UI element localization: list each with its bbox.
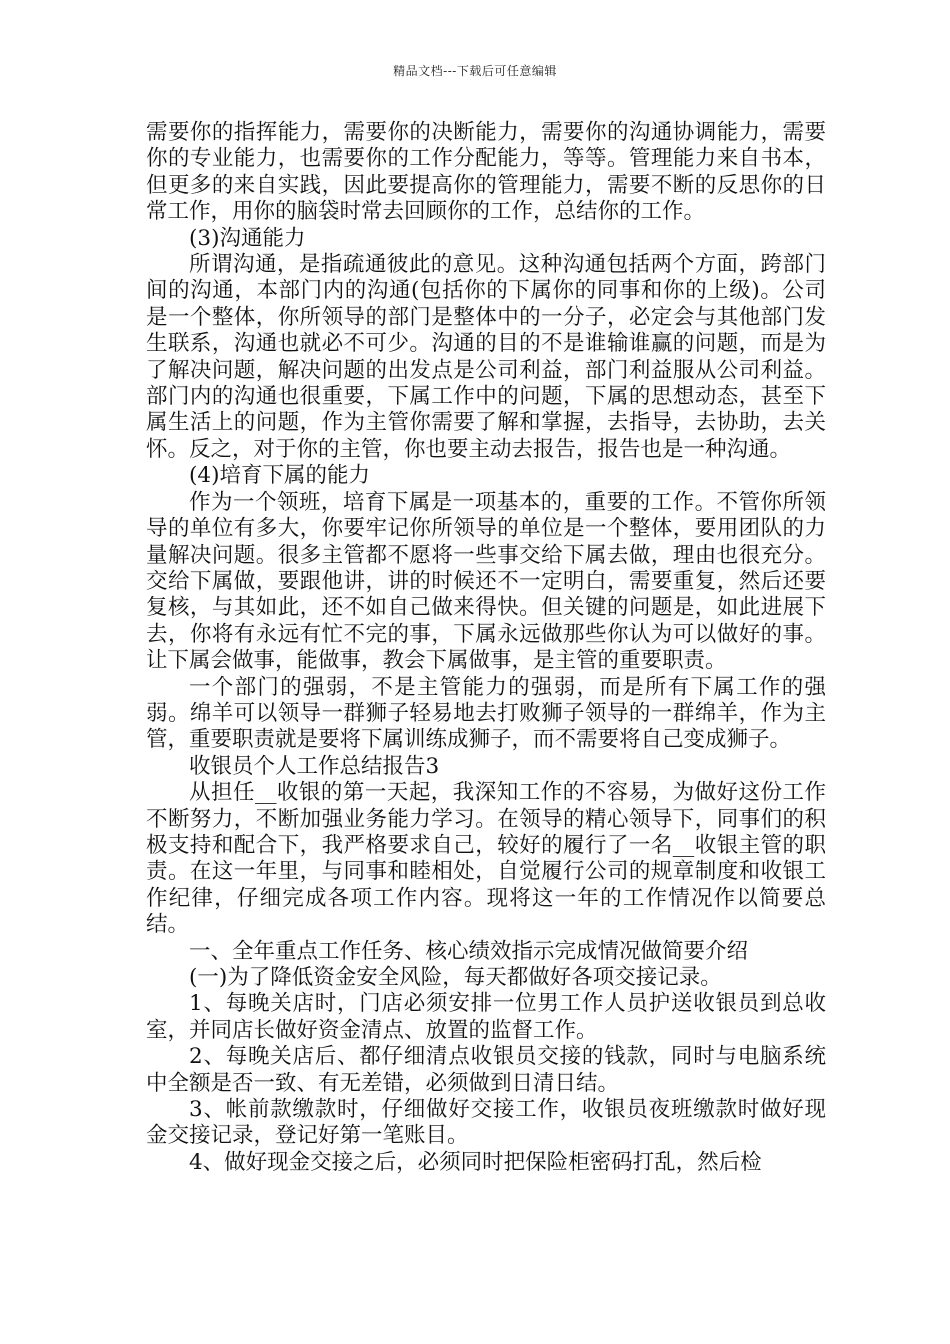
- list-item: 1、每晚关店时，门店必须安排一位男工作人员护送收银员到总收室，并同店长做好资金清点、放置的监督工作。: [146, 991, 826, 1043]
- paragraph: 一个部门的强弱，不是主管能力的强弱，而是所有下属工作的强弱。绵羊可以领导一群狮子轻易地去打败狮子领导的一群绵羊，作为主管，重要职责就是要将下属训练成狮子，而不需要将自己变成狮子。: [146, 674, 826, 753]
- section-heading: (3)沟通能力: [189, 225, 306, 251]
- section-heading: (4)培育下属的能力: [189, 463, 370, 489]
- section-heading: 收银员个人工作总结报告3: [189, 753, 440, 779]
- page-header: 精品文档---下载后可任意编辑: [393, 64, 557, 78]
- paragraph: 从担任__收银的第一天起，我深知工作的不容易，为做好这份工作不断努力，不断加强业务能力学习。在领导的精心领导下，同事们的积极支持和配合下，我严格要求自己，较好的履行了一名__收银主管的职责。在这一年里，与同事和睦相处，自觉履行公司的规章制度和收银工作纪律，仔细完成各项工作内容。现将这一年的工作情况作以简要总结。: [146, 780, 826, 938]
- paragraph: 需要你的指挥能力，需要你的决断能力，需要你的沟通协调能力，需要你的专业能力，也需要你的工作分配能力，等等。管理能力来自书本，但更多的来自实践，因此要提高你的管理能力，需要不断的反思你的日常工作，用你的脑袋时常去回顾你的工作，总结你的工作。: [146, 120, 826, 225]
- paragraph: 所谓沟通，是指疏通彼此的意见。这种沟通包括两个方面，跨部门间的沟通，本部门内的沟通(包括你的下属你的同事和你的上级)。公司是一个整体，你所领导的部门是整体中的一分子，必定会与其他部门发生联系，沟通也就必不可少。沟通的目的不是谁输谁赢的问题，而是为了解决问题，解决问题的出发点是公司利益，部门利益服从公司利益。部门内的沟通也很重要，下属工作中的问题，下属的思想动态，甚至下属生活上的问题，作为主管你需要了解和掌握，去指导，去协助，去关怀。反之，对于你的主管，你也要主动去报告，报告也是一种沟通。: [146, 252, 826, 462]
- list-item: 4、做好现金交接之后，必须同时把保险柜密码打乱，然后检: [189, 1149, 762, 1175]
- section-heading: 一、全年重点工作任务、核心绩效指示完成情况做简要介绍: [189, 938, 749, 964]
- subsection-heading: (一)为了降低资金安全风险，每天都做好各项交接记录。: [189, 965, 722, 990]
- list-item: 3、帐前款缴款时，仔细做好交接工作，收银员夜班缴款时做好现金交接记录，登记好第一笔账目。: [146, 1097, 826, 1149]
- paragraph: 作为一个领班，培育下属是一项基本的，重要的工作。不管你所领导的单位有多大，你要牢记你所领导的单位是一个整体，要用团队的力量解决问题。很多主管都不愿将一些事交给下属去做，理由也很充分。交给下属做，要跟他讲，讲的时候还不一定明白，需要重复，然后还要复核，与其如此，还不如自己做来得快。但关键的问题是，如此进展下去，你将有永远有忙不完的事，下属永远做那些你认为可以做好的事。让下属会做事，能做事，教会下属做事，是主管的重要职责。: [146, 489, 826, 674]
- list-item: 2、每晚关店后、都仔细清点收银员交接的钱款，同时与电脑系统中全额是否一致、有无差错，必须做到日清日结。: [146, 1044, 826, 1096]
- document-body: [146, 120, 826, 1176]
